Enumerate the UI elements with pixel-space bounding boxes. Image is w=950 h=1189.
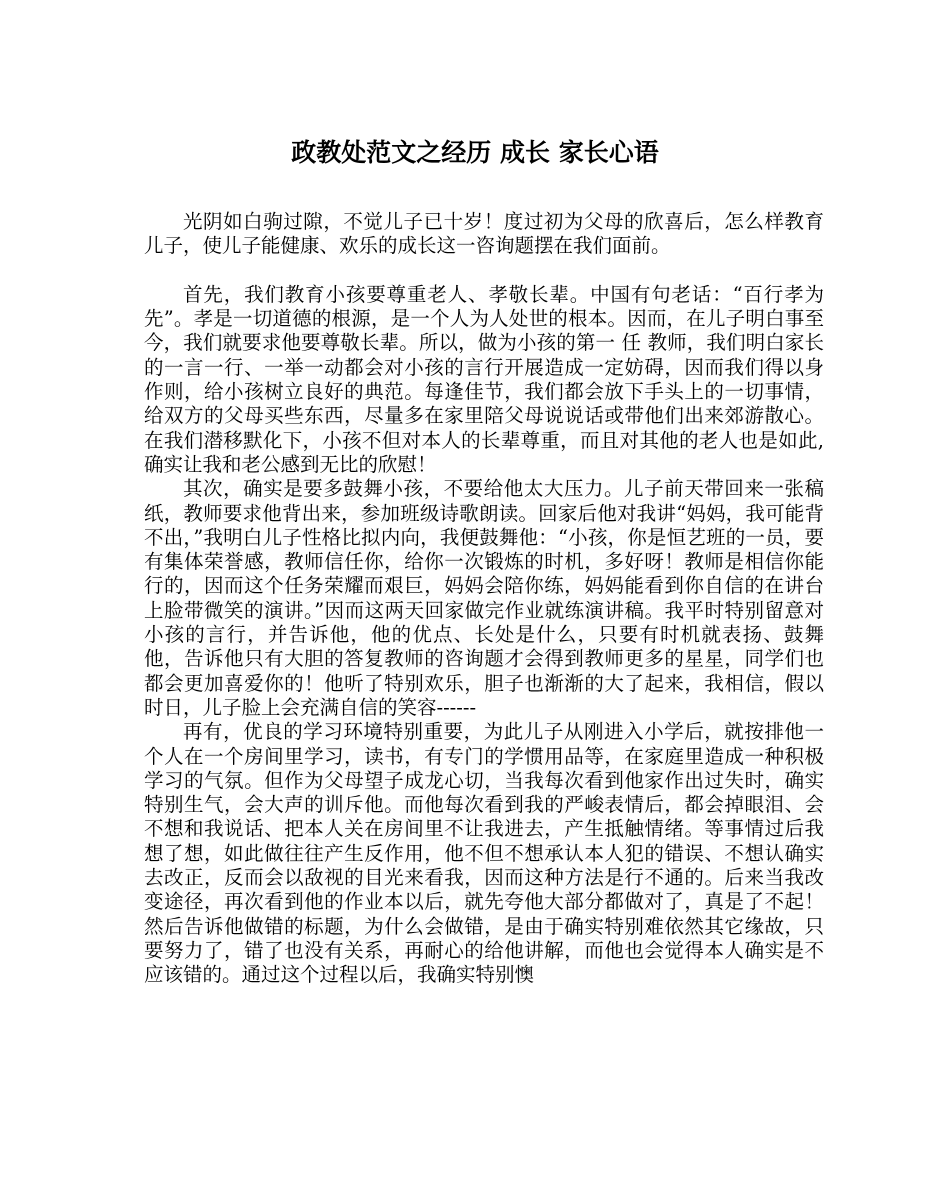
document-title: 政教处范文之经历 成长 家长心语	[291, 138, 659, 167]
paragraph-intro: 光阴如白驹过隙，不觉儿子已十岁！度过初为父母的欣喜后，怎么样教育儿子，使儿子能健康、欢乐的成长这一咨询题摆在我们面前。	[144, 210, 824, 258]
paragraph-study-environment: 再有，优良的学习环境特别重要，为此儿子从刚进入小学后，就按排他一个人在一个房间里学习，读书，有专门的学惯用品等，在家庭里造成一种积极学习的气氛。但作为父母望子成龙心切，当我每次看到他家作出过失时，确实特别生气，会大声的训斥他。而他每次看到我的严峻表情后，都会掉眼泪、会不想和我说话、把本人关在房间里不让我进去，产生抵触情绪。等事情过后我想了想，如此做往往产生反作用，他不但不想承认本人犯的错误、不想认确实去改正，反而会以敌视的目光来看我，因而这种方法是行不通的。后来当我改变途径，再次看到他的作业本以后，就先夸他大部分都做对了，真是了不起！然后告诉他做错的标题，为什么会做错，是由于确实特别难依然其它缘故，只要努力了，错了也没有关系，再耐心的给他讲解，而他也会觉得本人确实是不应该错的。通过这个过程以后，我确实特别懊	[144, 720, 824, 987]
paragraph-spacer	[144, 259, 824, 283]
paragraph-respect-elders: 首先，我们教育小孩要尊重老人、孝敬长辈。中国有句老话：“百行孝为先”。孝是一切道德的根源，是一个人为人处世的根本。因而，在儿子明白事至今，我们就要求他要尊敬长辈。所以，做为小孩的第一 任 教师，我们明白家长的一言一行、一举一动都会对小孩的言行开展造成一定妨碍，因而我们得以身作则，给小孩树立良好的典范。每逢佳节，我们都会放下手头上的一切事情，给双方的父母买些东西，尽量多在家里陪父母说说话或带他们出来郊游散心。在我们潜移默化下，小孩不但对本人的长辈尊重，而且对其他的老人也是如此,确实让我和老公感到无比的欣慰！	[144, 282, 824, 476]
document-body	[144, 210, 824, 988]
paragraph-encouragement: 其次，确实是要多鼓舞小孩，不要给他太大压力。儿子前天带回来一张稿纸，教师要求他背出来，参加班级诗歌朗读。回家后他对我讲“妈妈，我可能背不出，”我明白儿子性格比拟内向，我便鼓舞他：“小孩，你是恒艺班的一员，要有集体荣誉感，教师信任你，给你一次锻炼的时机，多好呀！教师是相信你能行的，因而这个任务荣耀而艰巨，妈妈会陪你练，妈妈能看到你自信的在讲台上脸带微笑的演讲。”因而这两天回家做完作业就练演讲稿。我平时特别留意对小孩的言行，并告诉他，他的优点、长处是什么，只要有时机就表扬、鼓舞他，告诉他只有大胆的答复教师的咨询题才会得到教师更多的星星，同学们也都会更加喜爱你的！他听了特别欢乐，胆子也渐渐的大了起来，我相信，假以时日，儿子脸上会充满自信的笑容------	[144, 477, 824, 719]
